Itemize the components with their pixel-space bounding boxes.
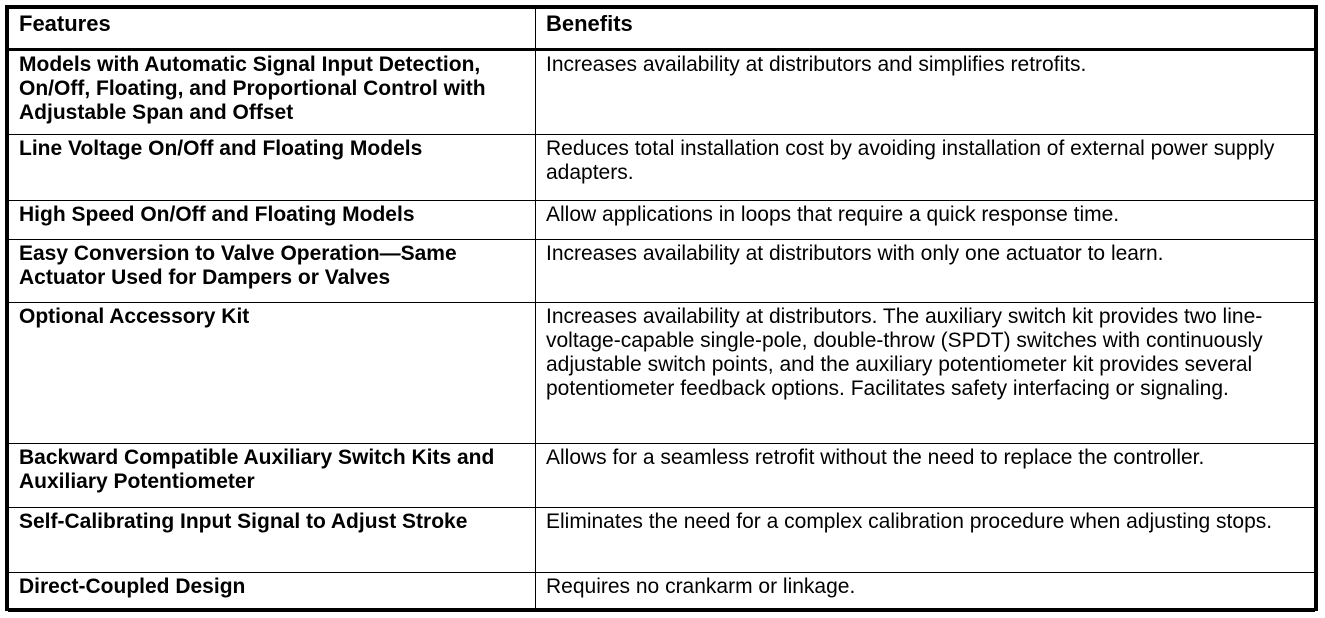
benefit-cell: Increases availability at distributors. The auxiliary switch kit provides two line-voltage-capable single-pole, double-throw (SPDT) switches with continuously adjustable switch points, and the auxiliary potentiometer kit provides several potentiometer feedback options. Facilitates safety interfacing or signaling. bbox=[536, 303, 1315, 444]
features-benefits-table bbox=[8, 8, 1315, 612]
benefit-cell: Allows for a seamless retrofit without the need to replace the controller. bbox=[536, 444, 1315, 508]
table-row bbox=[9, 135, 1315, 201]
table-header-row bbox=[9, 9, 1315, 50]
feature-cell: Backward Compatible Auxiliary Switch Kits and Auxiliary Potentiometer bbox=[9, 444, 536, 508]
feature-cell: Direct-Coupled Design bbox=[9, 573, 536, 612]
table-row bbox=[9, 201, 1315, 240]
benefit-cell: Increases availability at distributors and simplifies retrofits. bbox=[536, 50, 1315, 135]
benefit-cell: Requires no crankarm or linkage. bbox=[536, 573, 1315, 612]
benefit-cell: Allow applications in loops that require a quick response time. bbox=[536, 201, 1315, 240]
feature-cell: Line Voltage On/Off and Floating Models bbox=[9, 135, 536, 201]
feature-cell: Optional Accessory Kit bbox=[9, 303, 536, 444]
benefit-cell: Reduces total installation cost by avoiding installation of external power supply adapters. bbox=[536, 135, 1315, 201]
feature-cell: Models with Automatic Signal Input Detection, On/Off, Floating, and Proportional Control with Adjustable Span and Offset bbox=[9, 50, 536, 135]
benefit-cell: Eliminates the need for a complex calibration procedure when adjusting stops. bbox=[536, 508, 1315, 573]
feature-cell: Self-Calibrating Input Signal to Adjust Stroke bbox=[9, 508, 536, 573]
feature-cell: Easy Conversion to Valve Operation—Same Actuator Used for Dampers or Valves bbox=[9, 240, 536, 303]
table-row bbox=[9, 50, 1315, 135]
table-row bbox=[9, 573, 1315, 612]
features-benefits-table-frame bbox=[5, 5, 1318, 611]
header-features: Features bbox=[9, 9, 536, 50]
feature-cell: High Speed On/Off and Floating Models bbox=[9, 201, 536, 240]
benefit-cell: Increases availability at distributors with only one actuator to learn. bbox=[536, 240, 1315, 303]
table-row bbox=[9, 303, 1315, 444]
table-row bbox=[9, 508, 1315, 573]
table-row bbox=[9, 444, 1315, 508]
header-benefits: Benefits bbox=[536, 9, 1315, 50]
table-row bbox=[9, 240, 1315, 303]
